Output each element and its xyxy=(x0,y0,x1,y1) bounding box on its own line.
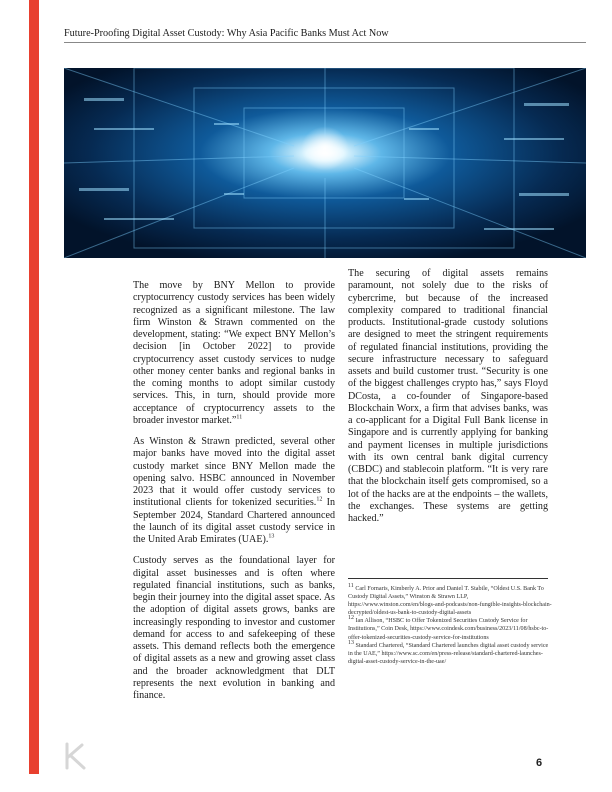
header-divider xyxy=(64,42,586,43)
paragraph: The securing of digital assets remains paramount, not solely due to the risks of cybercrime, but because of the increased complexity compared to traditional financial products. Institutional-grade custody solutions are designed to meet the stringent requirements of regulated financial institutions, providing the secure infrastructure necessary to safeguard assets and build customer trust. “Security is one of the biggest challenges crypto has,” says Floyd DCosta, a co-founder of Singapore-based Blockchain Worx, a firm that advises banks, was a co-applicant for a Digital Full Bank license in Singapore and is currently applying for banking and payment licenses in multiple jurisdictions with its own central bank digital currency (CBDC) and stablecoin platform. “It is very rare that the blockchain itself gets compromised, so a lot of the hacks are at the endpoints – the wallets, the exchanges. These systems are getting hacked.” xyxy=(348,268,548,524)
digital-data-tunnel-illustration xyxy=(64,68,586,258)
left-text-column xyxy=(133,280,335,711)
paragraph: Custody serves as the foundational layer for digital asset businesses and is often where regulated financial institutions, such as banks, begin their journey into the digital asset space. As the adoption of digital assets grows, banks are increasingly responding to investor and customer demand for access to and safekeeping of these assets. This demand reflects both the emergence of digital assets as a new and growing asset class and the broader acknowledgment that DLT represents the next evolution in banking and finance. xyxy=(133,555,335,701)
k-monogram-logo xyxy=(62,742,88,775)
footnote-divider xyxy=(348,578,548,579)
footnote-ref: 13 xyxy=(268,533,275,540)
page-number: 6 xyxy=(536,757,543,769)
footnote-ref: 12 xyxy=(316,496,323,503)
footnote: $^{12}$ Ian Allison, “HSBC to Offer Tokenized Securities Custody Service for Institutions,” Coin Desk, https://www.coindesk.com/business/2023/11/08/hsbc-to-offer-tokenized-securities-custody-service-for-institutions xyxy=(348,615,549,641)
right-text-column xyxy=(348,268,548,534)
hero-image xyxy=(64,68,586,258)
page-header-title: Future-Proofing Digital Asset Custody: Why Asia Pacific Banks Must Act Now xyxy=(64,28,389,39)
footnotes xyxy=(348,582,553,666)
footnote: $^{13}$ Standard Chartered, “Standard Chartered launches digital asset custody service in the UAE,” https://www.sc.com/en/press-release/standard-chartered-launches-digital-asset-custody-service-in-the-uae/ xyxy=(348,639,549,665)
accent-bar xyxy=(29,0,39,774)
footnote: $^{11}$ Carl Fornaris, Kimberly A. Prior and Daniel T. Stabile, “Oldest U.S. Bank To Custody Digital Assets,” Winston & Strawn LLP, https://www.winston.com/en/blogs-and-podcasts/non-fungible-insights-blockchain-decrypted/oldest-us-bank-to-custody-digital-assets xyxy=(348,582,552,617)
paragraph: The move by BNY Mellon to provide cryptocurrency custody services has been widely recognized as a significant milestone. The law firm Winston & Strawn commented on the development, stating: “We expect BNY Mellon’s decision [in October 2022] to provide cryptocurrency asset custody services to nudge other money center banks and regional banks in the coming months to adopt similar custody services. This, in turn, should provide more acceptance of cryptocurrency assets to the broader investor market.”$^{11}$ xyxy=(133,280,335,426)
paragraph: As Winston & Strawn predicted, several other major banks have moved into the digital asset custody market since BNY Mellon made the opening salvo. HSBC announced in November 2023 that it would offer custody services to institutional clients for tokenized securities.$^{12}$ In September 2024, Standard Chartered announced the launch of its digital asset custody service in the United Arab Emirates (UAE).$^{13}$ xyxy=(133,436,335,545)
footnote-ref: 11 xyxy=(236,414,243,421)
